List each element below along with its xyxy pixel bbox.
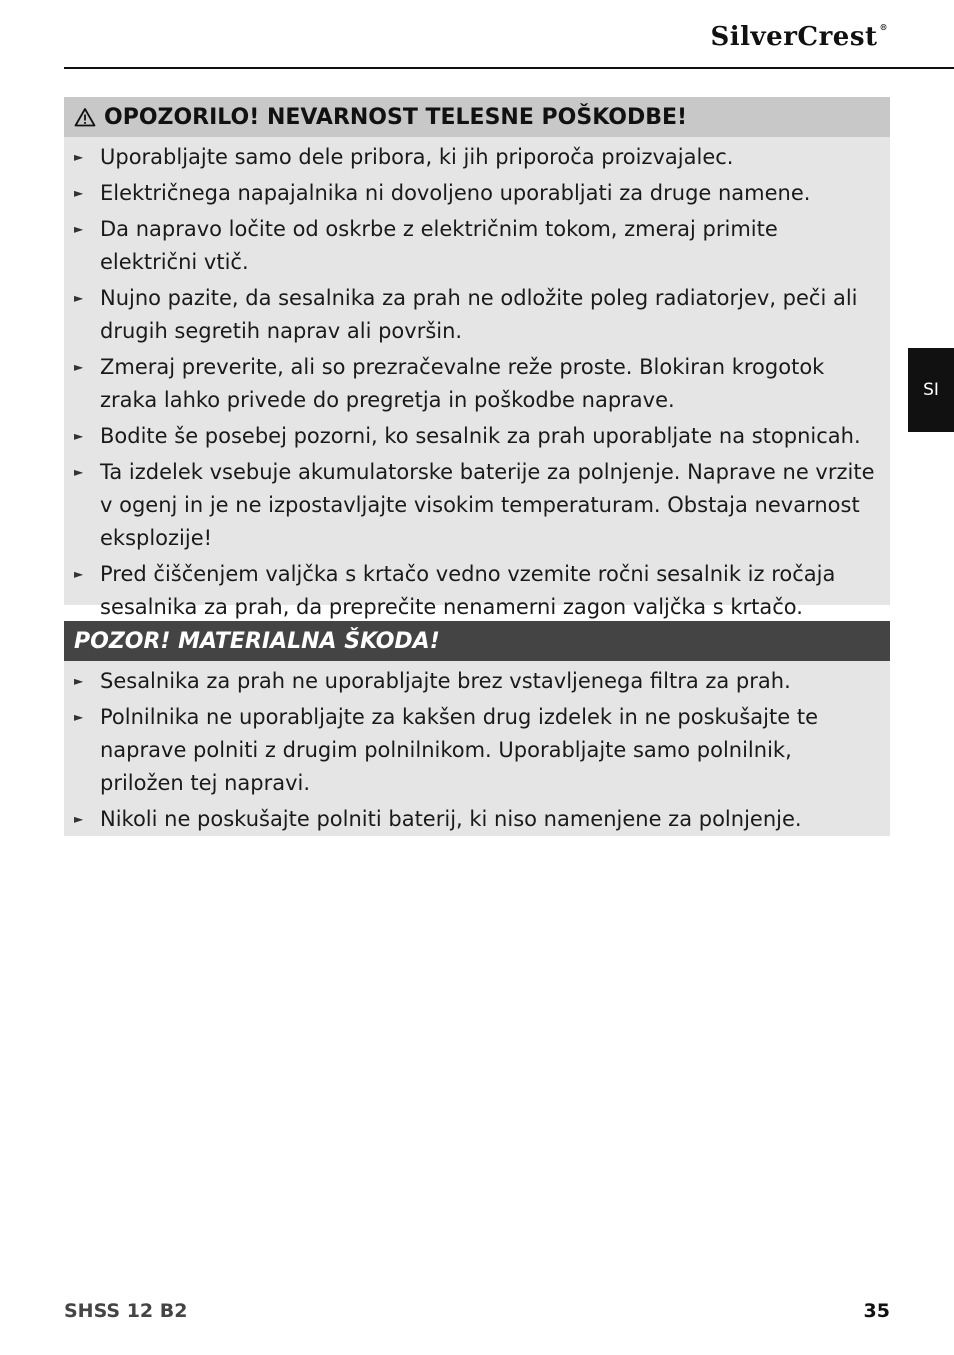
list-item <box>74 803 880 836</box>
list-item <box>74 665 880 698</box>
arrow-right-icon: ► <box>74 291 84 305</box>
arrow-right-icon: ► <box>74 710 84 724</box>
arrow-right-icon: ► <box>74 567 84 581</box>
list-item-text: Zmeraj preverite, ali so prezračevalne reže proste. Blokiran krogotok zraka lahko privede do pregretja in poškodbe naprave. <box>100 355 825 412</box>
warning-box <box>64 97 890 619</box>
list-item <box>74 701 880 800</box>
page-number: 35 <box>863 1300 890 1322</box>
arrow-right-icon: ► <box>74 360 84 374</box>
registered-mark: ® <box>879 22 888 32</box>
list-item-text: Pred čiščenjem valjčka s krtačo vedno vzemite ročni sesalnik iz ročaja sesalnika za prah, da preprečite nenamerni zagon valjčka s krtačo. <box>100 562 836 619</box>
warning-heading-text: OPOZORILO! NEVARNOST TELESNE POŠKODBE! <box>104 104 688 130</box>
arrow-right-icon: ► <box>74 812 84 826</box>
list-item-text: Sesalnika za prah ne uporabljajte brez vstavljenega filtra za prah. <box>100 669 791 693</box>
list-item-text: Polnilnika ne uporabljajte za kakšen drug izdelek in ne poskušajte te naprave polniti z drugim polnilnikom. Uporabljajte samo polnilnik, priložen tej napravi. <box>100 705 818 795</box>
arrow-right-icon: ► <box>74 150 84 164</box>
arrow-right-icon: ► <box>74 222 84 236</box>
list-item-text: Uporabljajte samo dele pribora, ki jih priporoča proizvajalec. <box>100 145 734 169</box>
warning-triangle-icon <box>74 107 96 127</box>
list-item-text: Električnega napajalnika ni dovoljeno uporabljati za druge namene. <box>100 181 811 205</box>
list-item <box>74 177 880 210</box>
caution-list <box>64 661 890 836</box>
arrow-right-icon: ► <box>74 186 84 200</box>
caution-heading-text: POZOR! MATERIALNA ŠKODA! <box>74 628 440 654</box>
brand-logo: SilverCrest ® <box>710 22 888 52</box>
footer-model: SHSS 12 B2 <box>64 1300 188 1322</box>
list-item-text: Nikoli ne poskušajte polniti baterij, ki niso namenjene za polnjenje. <box>100 807 802 831</box>
language-tab <box>908 348 954 432</box>
warning-list <box>64 137 890 624</box>
arrow-right-icon: ► <box>74 465 84 479</box>
arrow-right-icon: ► <box>74 429 84 443</box>
list-item <box>74 213 880 279</box>
list-item <box>74 420 880 453</box>
list-item-text: Bodite še posebej pozorni, ko sesalnik za prah uporabljate na stopnicah. <box>100 424 861 448</box>
caution-box <box>64 621 890 836</box>
list-item-text: Nujno pazite, da sesalnika za prah ne odložite poleg radiatorjev, peči ali drugih segretih naprav ali površin. <box>100 286 858 343</box>
list-item-text: Ta izdelek vsebuje akumulatorske baterije za polnjenje. Naprave ne vrzite v ogenj in je ne izpostavljajte visokim temperaturam. Obstaja nevarnost eksplozije! <box>100 460 875 550</box>
list-item <box>74 282 880 348</box>
arrow-right-icon: ► <box>74 674 84 688</box>
list-item <box>74 351 880 417</box>
list-item <box>74 141 880 174</box>
list-item-text: Da napravo ločite od oskrbe z električnim tokom, zmeraj primite električni vtič. <box>100 217 778 274</box>
caution-heading <box>64 621 890 661</box>
list-item <box>74 558 880 624</box>
header-divider <box>64 67 954 69</box>
warning-heading <box>64 97 890 137</box>
list-item <box>74 456 880 555</box>
language-tab-label: SI <box>923 380 939 400</box>
